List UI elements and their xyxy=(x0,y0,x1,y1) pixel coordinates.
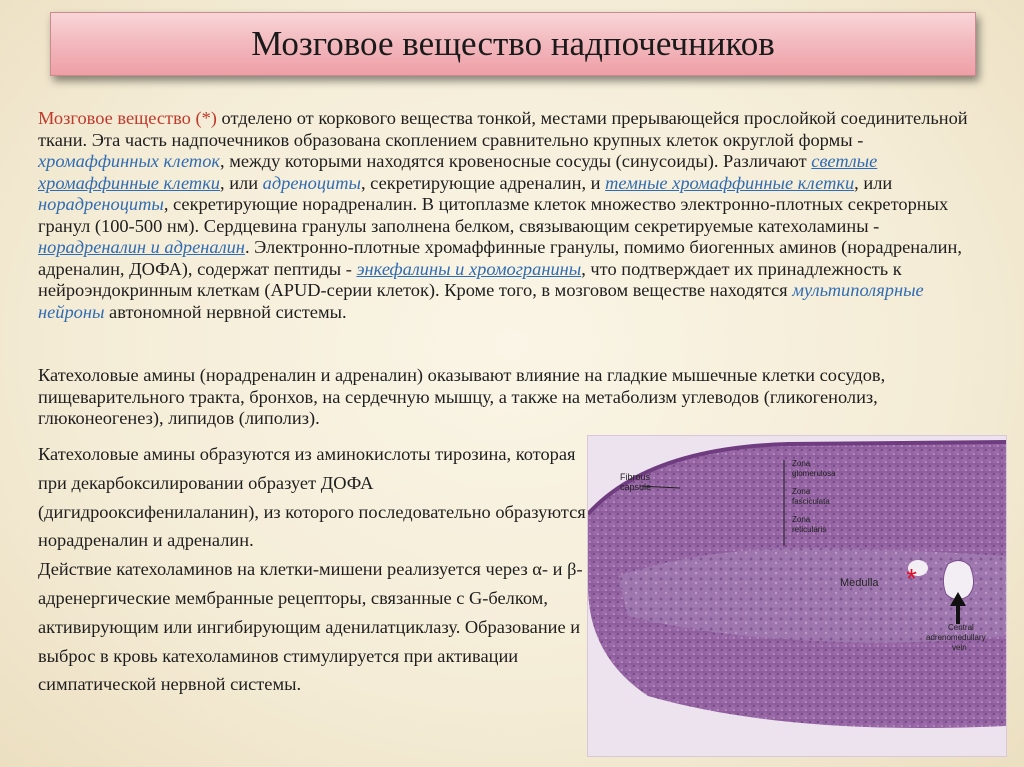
term-noradrenocytes: норадреноциты xyxy=(38,194,164,214)
adrenal-section-image xyxy=(588,436,1006,756)
label-vein-3: vein xyxy=(952,643,967,652)
label-zr-2: reticularis xyxy=(792,525,827,534)
text-span: , секретирующие адреналин, и xyxy=(360,172,606,193)
text-span: , или xyxy=(854,172,893,193)
label-medulla: Medulla xyxy=(840,577,879,589)
synthesis-text: Катехоловые амины образуются из аминокислоты тирозина, которая при декарбоксилировании образует ДОФА (дигидрооксифенилаланин), из которого последовательно образуются норадреналин и адреналин. xyxy=(38,444,586,551)
text-span: автономной нервной системы. xyxy=(104,301,347,322)
term-enkephalins: энкефалины и хромогранины xyxy=(356,258,582,279)
label-capsule-1: Fibrous xyxy=(620,472,651,482)
term-medulla: Мозговое вещество (*) xyxy=(38,108,217,128)
label-capsule-2: capsule xyxy=(620,482,652,492)
medulla-marker: * xyxy=(906,563,917,594)
label-zf-2: fasciculata xyxy=(792,497,830,506)
label-vein-1: Central xyxy=(948,623,974,632)
text-span: , или xyxy=(220,172,263,193)
histology-figure xyxy=(588,436,1006,756)
paragraph-medulla xyxy=(38,108,982,323)
label-zf-1: Zona xyxy=(792,487,811,496)
label-zg-2: glomerulosa xyxy=(792,469,836,478)
term-adrenocytes: адреноциты xyxy=(262,172,361,193)
term-noradrenaline-adrenaline: норадреналин и адреналин xyxy=(38,237,245,257)
text-span: . Электронно-плотные хромаффинные гранулы, помимо биогенных аминов (норадреналин, адреналин, ДОФА), содержат пептиды - xyxy=(38,237,962,279)
text-span: , секретирующие норадреналин. В цитоплазме клеток множество электронно-плотных секреторных гранул (100-500 нм). Сердцевина гранулы заполнена белком, связывающим секретируемые катехоламины - xyxy=(38,194,949,236)
label-vein-2: adrenomedullary xyxy=(926,633,986,642)
term-multipolar-neurons: мультиполярные нейроны xyxy=(38,280,924,322)
receptor-text: Действие катехоламинов на клетки-мишени реализуется через α- и β-адренергические мембранные рецепторы, связанные с G-белком, активирующим или ингибирующим аденилатциклазу. Образование и выброс в кровь катехоламинов стимулируется при активации симпатической нервной системы. xyxy=(38,559,583,695)
label-zr-1: Zona xyxy=(792,515,811,524)
text-span: , что подтверждает их принадлежность к нейроэндокринным клеткам (APUD-серии клеток). Кроме того, в мозговом веществе находятся xyxy=(38,258,902,300)
paragraph-catecholamine-synthesis xyxy=(38,440,598,699)
text-span: , между которыми находятся кровеносные сосуды (синусоиды). Различают xyxy=(220,151,812,171)
slide-title: Мозговое вещество надпочечников xyxy=(251,24,775,63)
text-span: отделено от коркового вещества тонкой, местами прерывающейся прослойкой соединительной ткани. Эта часть надпочечников образована скоплением сравнительно крупных клеток округлой формы - xyxy=(38,108,968,150)
term-dark-chromaffin: темные хромаффинные клетки xyxy=(605,172,855,193)
label-zg-1: Zona xyxy=(792,459,811,468)
term-light-chromaffin: светлые хромаффинные клетки xyxy=(38,151,878,193)
title-banner xyxy=(50,12,976,76)
term-chromaffin-cells: хромаффинных клеток xyxy=(38,151,221,171)
paragraph-catecholamine-effects: Катехоловые амины (норадреналин и адреналин) оказывают влияние на гладкие мышечные клетки сосудов, пищеварительного тракта, бронхов, на сердечную мышцу, а также на метаболизм углеводов (гликогенолиз, глюконеогенез), липидов (липолиз). xyxy=(38,365,886,428)
